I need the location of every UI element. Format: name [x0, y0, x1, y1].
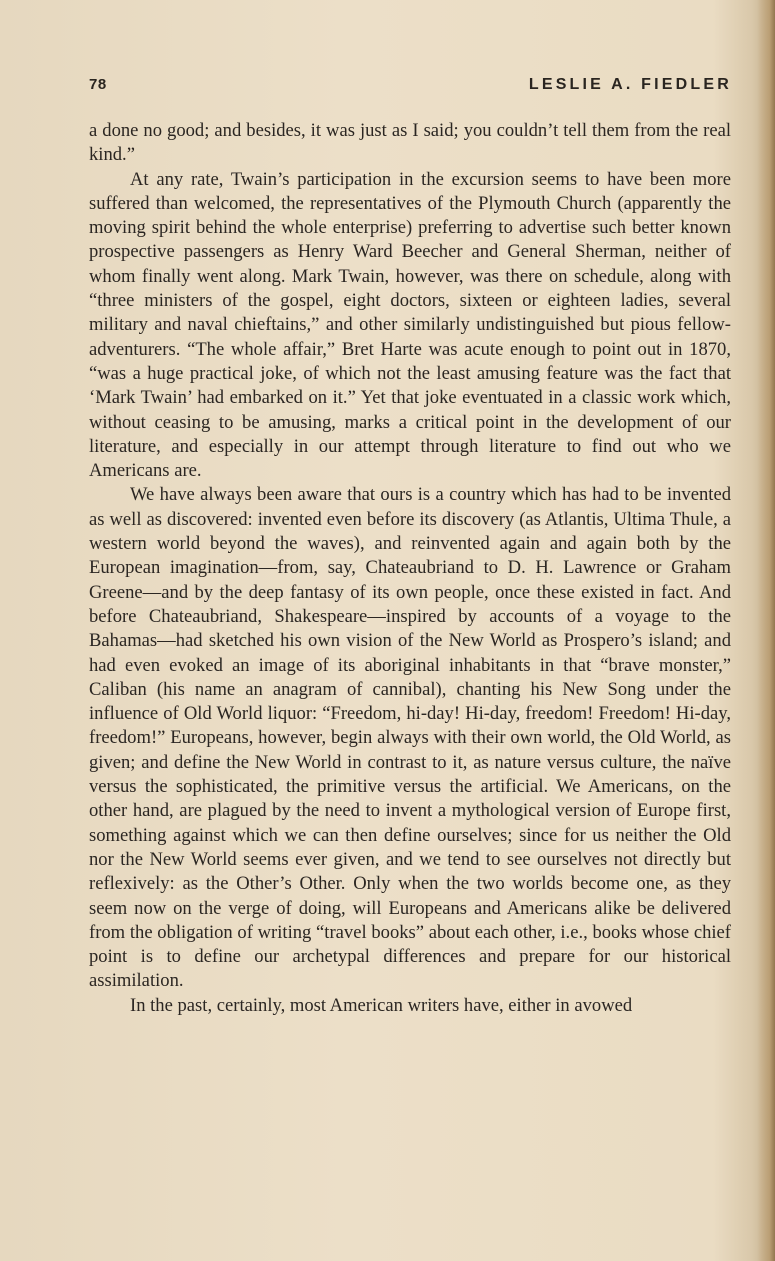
- paragraph-continuation: a done no good; and besides, it was just as I said; you couldn’t tell them from the real kind.”: [89, 120, 731, 166]
- running-head-author: LESLIE A. FIEDLER: [528, 76, 732, 93]
- paragraph-invented-country: We have always been aware that ours is a country which has had to be invented as well as discovered: invented even before its discovery (as Atlantis, Ultima Thule, a western world beyond the waves), and reinvented again and again both by the European imagination—from, say, Chateaubriand to D. H. Lawrence or Graham Greene—and by the deep fantasy of its own people, once these existed in fact. And before Chateaubriand, Shakespeare—inspired by accounts of a voyage to the Bahamas—had sketched his own vision of the New World as Prospero’s island; and had even evoked an image of its aboriginal inhabitants in that “brave monster,” Caliban (his name an anagram of cannibal), chanting his New Song under the influence of Old World liquor: “Freedom, hi-day! Hi-day, freedom! Freedom! Hi-day, freedom!” Europeans, however, begin always with their own world, the Old World, as given; and define the New World in contrast to it, as nature versus culture, the naïve versus the sophisticated, the primitive versus the artificial. We Americans, on the other hand, are plagued by the need to invent a mythological version of Europe first, something against which we can then define ourselves; since for us neither the Old nor the New World seems ever given, and we tend to see ourselves not directly but reflexively: as the Other’s Other. Only when the two worlds become one, as they seem now on the verge of doing, will Europeans and Americans alike be delivered from the obligation of writing “travel books” about each other, i.e., books whose chief point is to define our archetypal differences and prepare for our historical assimilation.: [89, 484, 731, 992]
- paragraph-american-writers: In the past, certainly, most American writers have, either in avowed: [130, 994, 633, 1016]
- page-number: 78: [89, 76, 107, 93]
- page-edge-shadow: [757, 0, 775, 1261]
- paragraph-excursion: At any rate, Twain’s participation in the excursion seems to have been more suffered than welcomed, the representatives of the Plymouth Church (apparently the moving spirit behind the whole enterprise) preferring to advertise such better known prospective passengers as Henry Ward Beecher and General Sherman, neither of whom finally went along. Mark Twain, however, was there on schedule, along with “three ministers of the gospel, eight doctors, sixteen or eighteen ladies, several military and naval chieftains,” and other similarly undistinguished but pious fellow-adventurers. “The whole affair,” Bret Harte was acute enough to point out in 1870, “was a huge practical joke, of which not the least amusing feature was the fact that ‘Mark Twain’ had embarked on it.” Yet that joke eventuated in a classic work which, without ceasing to be amusing, marks a critical point in the development of our literature, and especially in our attempt through literature to find out who we Americans are.: [89, 168, 731, 482]
- body-text: [89, 119, 731, 1018]
- page-header: [89, 76, 732, 100]
